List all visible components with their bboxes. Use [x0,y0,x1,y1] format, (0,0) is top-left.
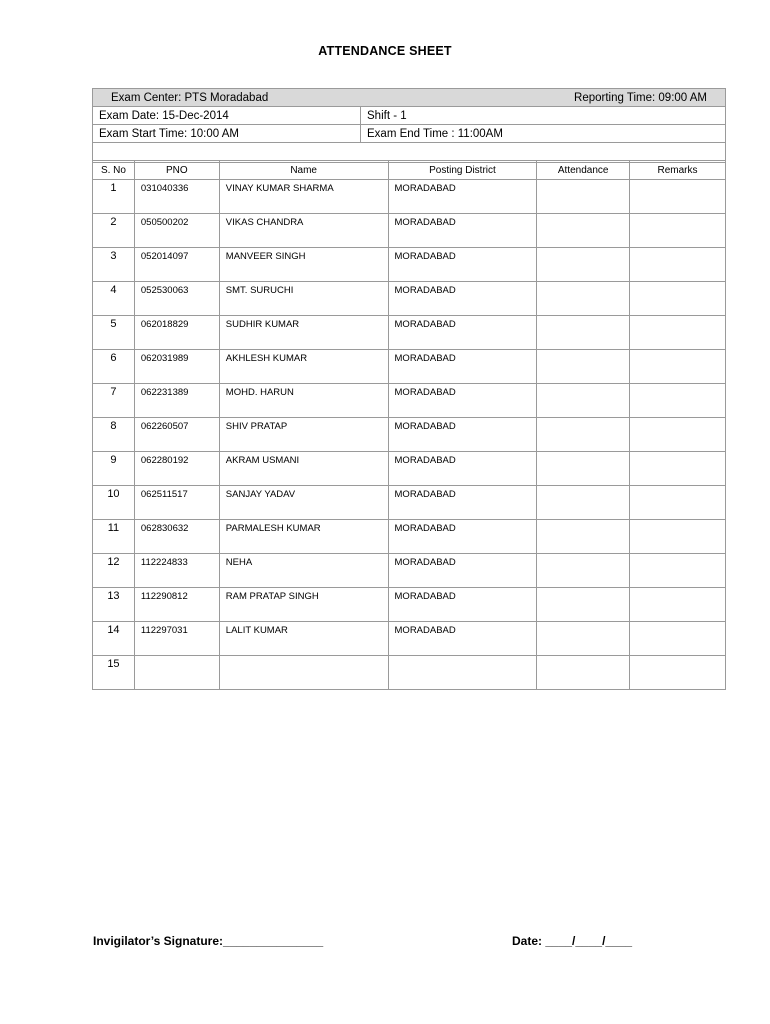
name-cell: PARMALESH KUMAR [219,520,388,554]
attendance-cell [537,486,630,520]
sno-cell: 13 [93,588,135,622]
district-cell: MORADABAD [388,214,537,248]
table-row [93,656,726,690]
attendance-cell [537,384,630,418]
exam-center: Exam Center: PTS Moradabad [111,91,269,104]
sno-cell: 1 [93,180,135,214]
district-cell: MORADABAD [388,452,537,486]
name-cell: RAM PRATAP SINGH [219,588,388,622]
name-cell [219,656,388,690]
sno-cell: 14 [93,622,135,656]
pno-cell: 112290812 [134,588,219,622]
name-cell: LALIT KUMAR [219,622,388,656]
remarks-cell [630,418,726,452]
column-header-name: Name [219,161,388,180]
sno-cell: 10 [93,486,135,520]
sno-cell: 4 [93,282,135,316]
page-title: ATTENDANCE SHEET [318,44,452,58]
district-cell: MORADABAD [388,520,537,554]
pno-cell: 062511517 [134,486,219,520]
pno-cell: 050500202 [134,214,219,248]
name-cell: AKHLESH KUMAR [219,350,388,384]
district-cell: MORADABAD [388,486,537,520]
attendance-cell [537,554,630,588]
pno-cell: 062280192 [134,452,219,486]
name-cell: SMT. SURUCHI [219,282,388,316]
pno-cell: 031040336 [134,180,219,214]
table-row [93,452,726,486]
reporting-time: Reporting Time: 09:00 AM [574,91,707,104]
attendance-cell [537,350,630,384]
name-cell: NEHA [219,554,388,588]
attendance-cell [537,622,630,656]
pno-cell: 062260507 [134,418,219,452]
attendance-cell [537,418,630,452]
sno-cell: 15 [93,656,135,690]
pno-cell: 052014097 [134,248,219,282]
remarks-cell [630,316,726,350]
remarks-cell [630,486,726,520]
pno-cell: 062231389 [134,384,219,418]
table-row [93,384,726,418]
exam-time-row [93,125,726,143]
exam-date: Exam Date: 15-Dec-2014 [93,107,361,125]
name-cell: MOHD. HARUN [219,384,388,418]
table-row [93,214,726,248]
sno-cell: 6 [93,350,135,384]
pno-cell: 062830632 [134,520,219,554]
column-header-remarks: Remarks [630,161,726,180]
district-cell: MORADABAD [388,554,537,588]
remarks-cell [630,554,726,588]
table-row [93,248,726,282]
sno-cell: 2 [93,214,135,248]
attendance-cell [537,214,630,248]
table-row [93,350,726,384]
district-cell [388,656,537,690]
remarks-cell [630,452,726,486]
pno-cell [134,656,219,690]
exam-end-time: Exam End Time : 11:00AM [361,125,726,143]
attendance-cell [537,316,630,350]
remarks-cell [630,656,726,690]
district-cell: MORADABAD [388,418,537,452]
sno-cell: 3 [93,248,135,282]
invigilator-signature-label: Invigilator’s Signature:_______________ [93,934,324,948]
date-label: Date: ____/____/____ [512,934,633,948]
remarks-cell [630,622,726,656]
attendance-cell [537,180,630,214]
name-cell: SHIV PRATAP [219,418,388,452]
attendance-cell [537,520,630,554]
remarks-cell [630,214,726,248]
exam-start-time: Exam Start Time: 10:00 AM [93,125,361,143]
pno-cell: 052530063 [134,282,219,316]
pno-cell: 112224833 [134,554,219,588]
column-header-sno: S. No [93,161,135,180]
district-cell: MORADABAD [388,248,537,282]
column-header-posting-district: Posting District [388,161,537,180]
attendance-cell [537,452,630,486]
remarks-cell [630,520,726,554]
attendance-cell [537,588,630,622]
column-header-attendance: Attendance [537,161,630,180]
remarks-cell [630,588,726,622]
name-cell: SUDHIR KUMAR [219,316,388,350]
sno-cell: 7 [93,384,135,418]
sno-cell: 9 [93,452,135,486]
table-row [93,622,726,656]
column-header-pno: PNO [134,161,219,180]
district-cell: MORADABAD [388,384,537,418]
name-cell: SANJAY YADAV [219,486,388,520]
name-cell: MANVEER SINGH [219,248,388,282]
name-cell: VINAY KUMAR SHARMA [219,180,388,214]
remarks-cell [630,350,726,384]
shift: Shift - 1 [361,107,726,125]
attendance-table [92,160,726,690]
attendance-cell [537,656,630,690]
attendance-cell [537,282,630,316]
exam-center-row [93,89,726,107]
exam-center-cell [93,89,726,107]
district-cell: MORADABAD [388,588,537,622]
table-row [93,588,726,622]
table-header-row [93,161,726,180]
table-row [93,554,726,588]
pno-cell: 112297031 [134,622,219,656]
table-row [93,282,726,316]
remarks-cell [630,282,726,316]
table-row [93,418,726,452]
table-row [93,180,726,214]
name-cell: VIKAS CHANDRA [219,214,388,248]
remarks-cell [630,180,726,214]
name-cell: AKRAM USMANI [219,452,388,486]
table-row [93,520,726,554]
remarks-cell [630,384,726,418]
district-cell: MORADABAD [388,350,537,384]
district-cell: MORADABAD [388,282,537,316]
attendance-cell [537,248,630,282]
district-cell: MORADABAD [388,180,537,214]
sno-cell: 11 [93,520,135,554]
district-cell: MORADABAD [388,316,537,350]
pno-cell: 062018829 [134,316,219,350]
table-row [93,316,726,350]
pno-cell: 062031989 [134,350,219,384]
sno-cell: 12 [93,554,135,588]
sno-cell: 8 [93,418,135,452]
table-row [93,486,726,520]
district-cell: MORADABAD [388,622,537,656]
exam-info-table [92,88,726,163]
sno-cell: 5 [93,316,135,350]
exam-date-row [93,107,726,125]
remarks-cell [630,248,726,282]
